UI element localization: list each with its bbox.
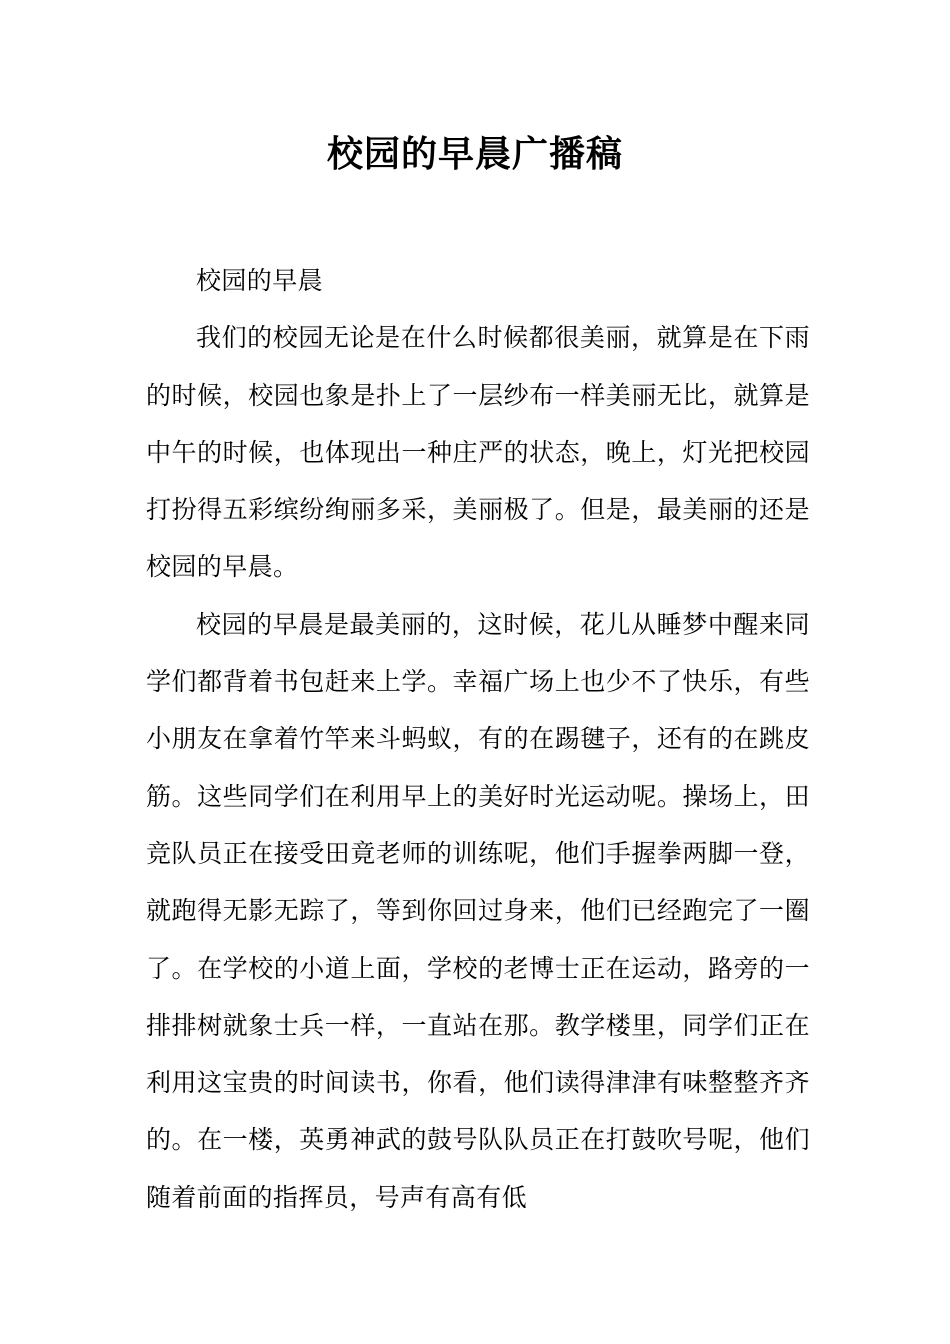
- paragraph: 我们的校园无论是在什么时候都很美丽，就算是在下雨的时候，校园也象是扑上了一层纱布一样美丽无比，就算是中午的时候，也体现出一种庄严的状态，晚上，灯光把校园打扮得五彩缤纷绚丽多采，美丽极了。但是，最美丽的还是校园的早晨。: [146, 323, 810, 582]
- document-title: 校园的早晨广播稿: [326, 133, 623, 175]
- document-body: [146, 252, 810, 1226]
- paragraph-heading: 校园的早晨: [196, 266, 324, 295]
- paragraph: 校园的早晨是最美丽的，这时候，花儿从睡梦中醒来同学们都背着书包赶来上学。幸福广场上也少不了快乐，有些小朋友在拿着竹竿来斗蚂蚁，有的在踢毽子，还有的在跳皮筋。这些同学们在利用早上的美好时光运动呢。操场上，田竞队员正在接受田竟老师的训练呢，他们手握拳两脚一登，就跑得无影无踪了，等到你回过身来，他们已经跑完了一圈了。在学校的小道上面，学校的老博士正在运动，路旁的一排排树就象士兵一样，一直站在那。教学楼里，同学们正在利用这宝贵的时间读书，你看，他们读得津津有味整整齐齐的。在一楼，英勇神武的鼓号队队员正在打鼓吹号呢，他们随着前面的指挥员，号声有高有低: [146, 609, 810, 1212]
